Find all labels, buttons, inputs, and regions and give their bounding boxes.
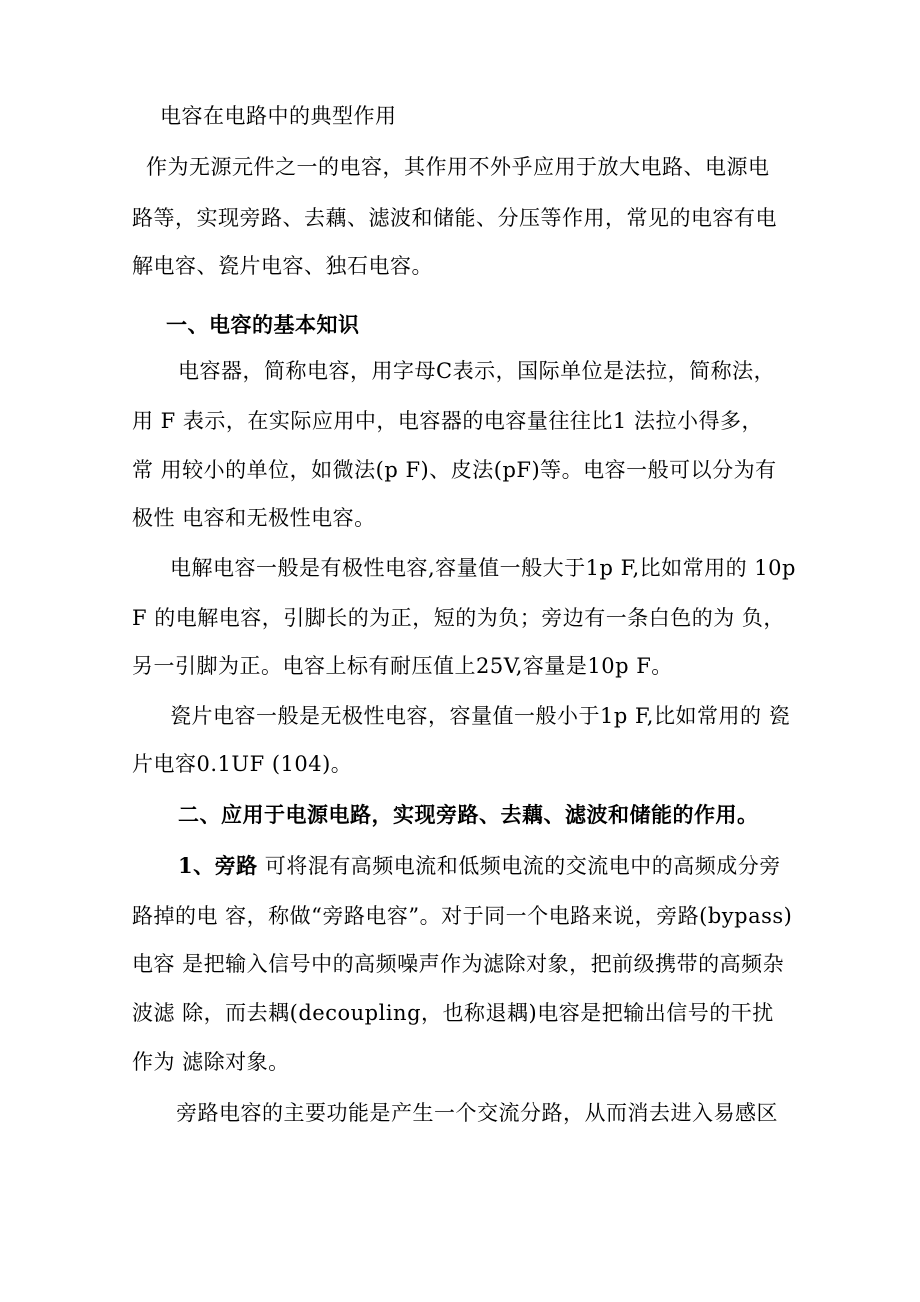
section1-para2-line-2: F 的电解电容，引脚长的为正，短的为负；旁边有一条白色的为 负，: [132, 606, 785, 630]
section2-sub1-line-1: [178, 852, 781, 880]
section2-sub1-line-5: 作为 滤除对象。: [132, 1050, 290, 1074]
section2-sub1-line-2: 路掉的电 容，称做“旁路电容”。对于同一个电路来说，旁路(bypass): [132, 904, 793, 928]
section2-sub1-line-3: 电容 是把输入信号中的高频噪声作为滤除对象，把前级携带的高频杂: [132, 952, 785, 976]
section1-para2-line-1: 电解电容一般是有极性电容,容量值一般大于1p F,比如常用的 10p: [170, 556, 796, 580]
section2-sub1-label: 1、旁路: [178, 853, 258, 878]
section1-para1-line-2: 用 F 表示，在实际应用中，电容器的电容量往往比1 法拉小得多，: [132, 409, 763, 433]
section1-para1-line-3: 常 用较小的单位，如微法(p F)、皮法(pF)等。电容一般可以分为有: [132, 458, 777, 482]
section2-para-last: 旁路电容的主要功能是产生一个交流分路，从而消去进入易感区: [176, 1101, 778, 1125]
section2-heading: 二、应用于电源电路，实现旁路、去藕、滤波和储能的作用。: [178, 802, 759, 827]
intro-line-2: 路等，实现旁路、去藕、滤波和储能、分压等作用，常见的电容有电: [132, 206, 777, 230]
section1-para3-line-2: 片电容0.1UF (104)。: [132, 752, 353, 776]
intro-line-3: 解电容、瓷片电容、独石电容。: [132, 254, 433, 278]
document-title: 电容在电路中的典型作用: [160, 104, 397, 128]
section1-para3-line-1: 瓷片电容一般是无极性电容，容量值一般小于1p F,比如常用的 瓷: [170, 704, 791, 728]
section1-para1-line-4: 极性 电容和无极性电容。: [132, 506, 376, 530]
section1-para2-line-3: 另一引脚为正。电容上标有耐压值上25V,容量是10p F。: [132, 654, 673, 678]
intro-line-1: 作为无源元件之一的电容，其作用不外乎应用于放大电路、电源电: [146, 155, 770, 179]
section2-sub1-first-text: 可将混有高频电流和低频电流的交流电中的高频成分旁: [257, 854, 781, 878]
section1-heading: 一、电容的基本知识: [166, 312, 360, 337]
section1-para1-line-1: 电容器，简称电容，用字母C表示，国际单位是法拉，简称法，: [178, 359, 776, 383]
section2-sub1-line-4: 波滤 除，而去耦(decoupling，也称退耦)电容是把输出信号的干扰: [132, 1001, 774, 1025]
